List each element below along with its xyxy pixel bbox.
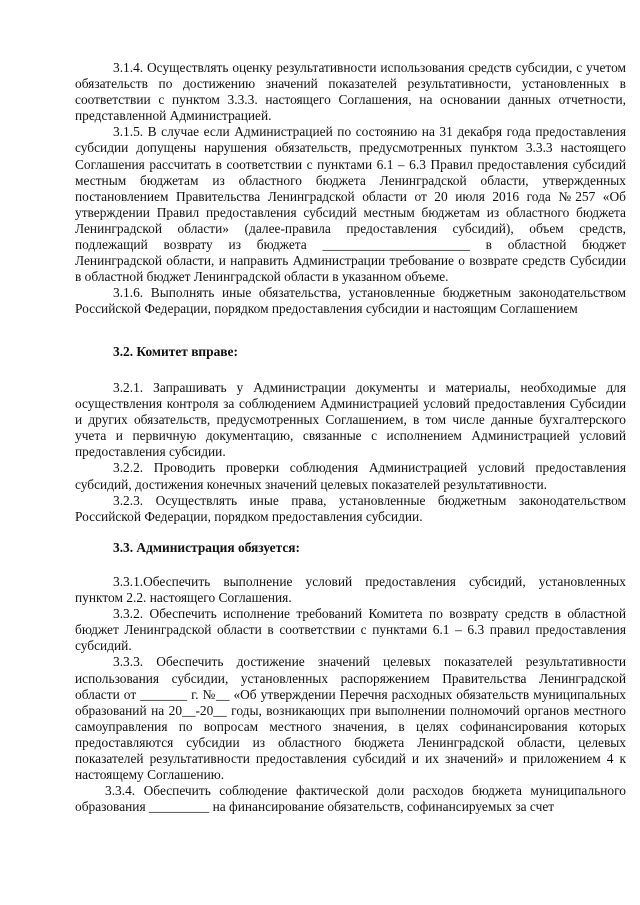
paragraph-3-2-1: 3.2.1. Запрашивать у Администрации документы и материалы, необходимые для осуществления контроля за соблюдением Администрацией условий предоставления Субсидии и других обязательств, предусмотренных Соглашением, в том числе данные бухгалтерского учета и первичную документацию, связанные с исполнением Администрацией условий предоставления субсидии. [75, 380, 626, 460]
paragraph-3-3-3: 3.3.3. Обеспечить достижение значений целевых показателей результативности использования субсидии, установленных распоряжением Правительства Ленинградской области от _______ г. №__ «Об утверждении Перечня расходных обязательств муниципальных образований на 20__-20__ годы, возникающих при выполнении полномочий органов местного самоуправления по вопросам местного значения, в целях софинансирования которых предоставляются субсидии из областного бюджета Ленинградской области, целевых показателей результативности предоставления субсидий и их значений» и приложением 4 к настоящему Соглашению. [75, 654, 626, 783]
paragraph-3-1-5: 3.1.5. В случае если Администрацией по состоянию на 31 декабря года предоставления субсидии допущены нарушения обязательств, предусмотренных пунктом 3.3.3 настоящего Соглашения рассчитать в соответствии с пунктами 6.1 – 6.3 Правил предоставления субсидий местным бюджетам из областного бюджета Ленинградской области, утвержденных постановлением Правительства Ленинградской области от 20 июля 2016 года №257 «Об утверждении Правил предоставления субсидий местным бюджетам из областного бюджета Ленинградской области» (далее-правила предоставления субсидий), объем средств, подлежащий возврату из бюджета ______________________ в областной бюджет Ленинградской области, и направить Администрации требование о возврате средств Субсидии в областной бюджет Ленинградской области в указанном объеме. [75, 124, 626, 285]
paragraph-3-2-2: 3.2.2. Проводить проверки соблюдения Администрацией условий предоставления субсидий, достижения конечных значений целевых показателей результативности. [75, 460, 626, 492]
section-3-3 [75, 540, 626, 556]
paragraph-3-3-4: 3.3.4. Обеспечить соблюдение фактической доли расходов бюджета муниципального образования _________ на финансирование обязательств, софинансируемых за счет [75, 783, 626, 815]
heading-3-3: 3.3. Администрация обязуется: [113, 540, 301, 555]
section-3-1-items [75, 60, 626, 318]
section-3-2-items [75, 380, 626, 525]
paragraph-3-1-4: 3.1.4. Осуществлять оценку результативности использования средств субсидии, с учетом обязательств по достижению значений показателей результативности, установленных в соответствии с пунктом 3.3.3. настоящего Соглашения, на основании данных отчетности, представленной Администрацией. [75, 60, 626, 124]
section-3-3-items [75, 574, 626, 815]
paragraph-3-3-1: 3.3.1.Обеспечить выполнение условий предоставления субсидий, установленных пунктом 2.2. настоящего Соглашения. [75, 574, 626, 606]
paragraph-3-1-6: 3.1.6. Выполнять иные обязательства, установленные бюджетным законодательством Российской Федерации, порядком предоставления субсидии и настоящим Соглашением [75, 285, 626, 317]
paragraph-3-3-2: 3.3.2. Обеспечить исполнение требований Комитета по возврату средств в областной бюджет Ленинградской области в соответствии с пунктами 6.1 – 6.3 правил предоставления субсидий. [75, 606, 626, 654]
section-3-2 [75, 344, 626, 360]
heading-3-2: 3.2. Комитет вправе: [113, 344, 238, 359]
paragraph-3-2-3: 3.2.3. Осуществлять иные права, установленные бюджетным законодательством Российской Федерации, порядком предоставления субсидии. [75, 492, 626, 524]
